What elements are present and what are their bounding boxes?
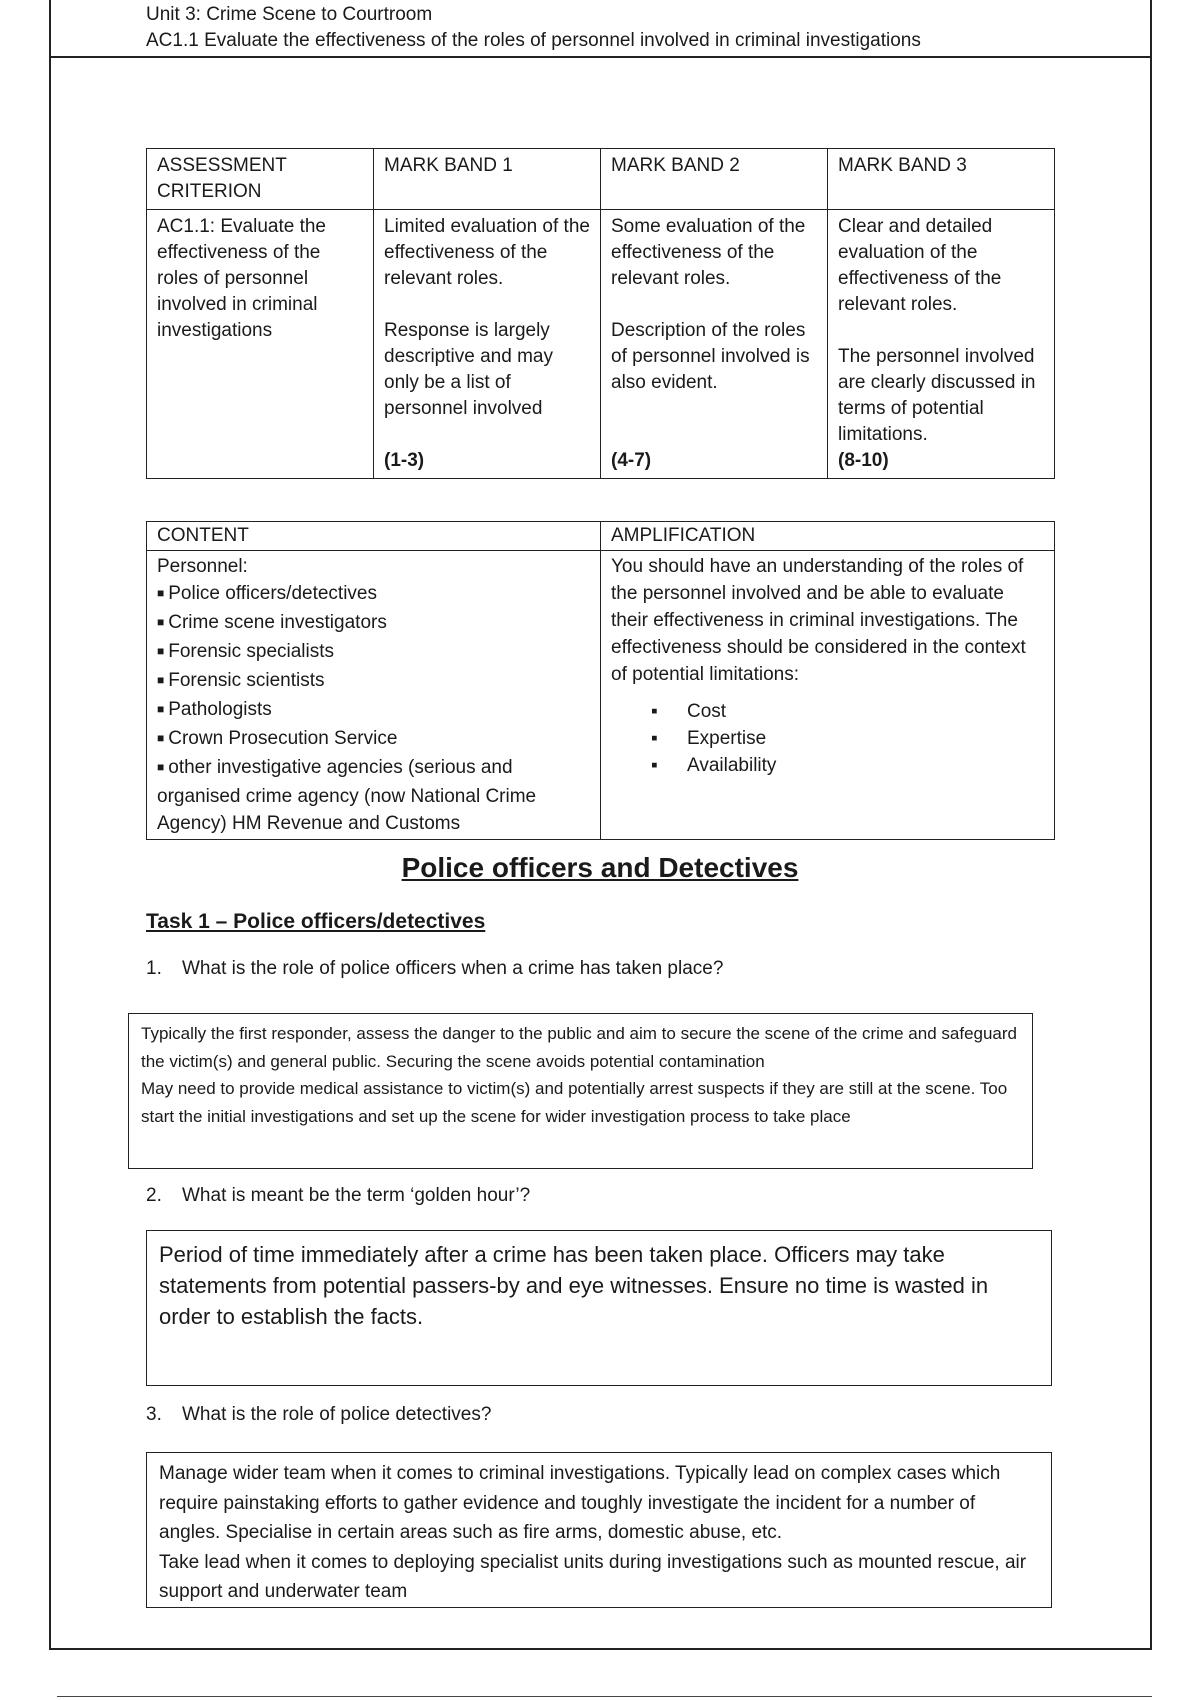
list-item: ▪ Cost — [651, 698, 1044, 725]
criterion-title: AC1.1 Evaluate the effectiveness of the roles of personnel involved in criminal investigations — [146, 30, 921, 51]
content-header-row — [147, 522, 1055, 551]
answer-box-1[interactable] — [128, 1013, 1033, 1169]
unit-title: Unit 3: Crime Scene to Courtroom — [146, 4, 433, 25]
answer-line: May need to provide medical assistance to victim(s) and potentially arrest suspects if they are still at the scene. Too start the initial investigations and set up the scene for wider investigation process to take place — [141, 1079, 1008, 1126]
answer-box-2[interactable] — [146, 1230, 1052, 1386]
band-1-description: Response is largely descriptive and may only be a list of personnel involved — [384, 320, 553, 419]
question-1 — [146, 958, 723, 980]
personnel-label: Personnel: — [157, 556, 248, 577]
header-divider — [49, 56, 1152, 58]
header-assessment-criterion: ASSESSMENT CRITERION — [147, 149, 374, 210]
list-item: ■ other investigative agencies (serious and organised crime agency (now National Crime Agency) HM Revenue and Customs — [157, 754, 590, 837]
criteria-body-row — [147, 210, 1055, 479]
band-1-evaluation: Limited evaluation of the effectiveness of the relevant roles. — [384, 216, 590, 289]
header-mark-band-2: MARK BAND 2 — [601, 149, 828, 210]
question-2 — [146, 1185, 530, 1207]
band-3-cell — [828, 210, 1055, 479]
band-1-marks: (1-3) — [384, 450, 425, 471]
criteria-header-row — [147, 149, 1055, 210]
band-3-evaluation: Clear and detailed evaluation of the effectiveness of the relevant roles. — [838, 216, 1002, 315]
assessment-criteria-table — [146, 148, 1055, 479]
band-1-cell — [374, 210, 601, 479]
question-text: What is the role of police detectives? — [182, 1404, 492, 1425]
footer-divider — [57, 1696, 1152, 1697]
personnel-list — [157, 580, 590, 837]
answer-line: Period of time immediately after a crime has been taken place. Officers may take statements from potential passers-by and eye witnesses. Ensure no time is wasted in order to establish the facts. — [159, 1242, 989, 1329]
limitations-list — [611, 698, 1044, 779]
content-amplification-table — [146, 521, 1055, 840]
list-item: ■ Crime scene investigators — [157, 609, 590, 638]
list-item: ■ Forensic scientists — [157, 667, 590, 696]
question-3 — [146, 1404, 491, 1426]
criterion-text: AC1.1: Evaluate the effectiveness of the roles of personnel involved in criminal investigations — [157, 216, 326, 341]
list-item: ■ Crown Prosecution Service — [157, 725, 590, 754]
question-number: 1. — [146, 958, 162, 979]
band-3-marks: (8-10) — [838, 450, 889, 471]
header-mark-band-3: MARK BAND 3 — [828, 149, 1055, 210]
list-item: ■ Pathologists — [157, 696, 590, 725]
answer-line: Typically the first responder, assess the danger to the public and aim to secure the scene of the crime and safeguard the victim(s) and general public. Securing the scene avoids potential contamination — [141, 1024, 1017, 1071]
question-number: 3. — [146, 1404, 162, 1425]
question-text: What is the role of police officers when a crime has taken place? — [182, 958, 724, 979]
section-title: Police officers and Detectives — [401, 852, 799, 883]
header-content: CONTENT — [147, 522, 601, 551]
list-item: ▪ Availability — [651, 752, 1044, 779]
content-body-row — [147, 551, 1055, 840]
personnel-cell — [147, 551, 601, 840]
answer-line: Manage wider team when it comes to criminal investigations. Typically lead on complex cases which require painstaking efforts to gather evidence and toughly investigate the incident for a number of angles. Specialise in certain areas such as fire arms, domestic abuse, etc. — [159, 1463, 1001, 1543]
amplification-text: You should have an understanding of the roles of the personnel involved and be able to evaluate their effectiveness in criminal investigations. The effectiveness should be considered in the context of potential limitations: — [611, 556, 1026, 685]
answer-box-3[interactable] — [146, 1452, 1052, 1608]
header-amplification: AMPLIFICATION — [601, 522, 1055, 551]
question-text: What is meant be the term ‘golden hour’? — [182, 1185, 531, 1206]
band-2-evaluation: Some evaluation of the effectiveness of the relevant roles. — [611, 216, 806, 289]
band-2-marks: (4-7) — [611, 450, 652, 471]
amplification-cell — [601, 551, 1055, 840]
list-item: ▪ Expertise — [651, 725, 1044, 752]
band-2-cell — [601, 210, 828, 479]
answer-line: Take lead when it comes to deploying specialist units during investigations such as mounted rescue, air support and underwater team — [159, 1551, 1027, 1602]
list-item: ■ Police officers/detectives — [157, 580, 590, 609]
list-item: ■ Forensic specialists — [157, 638, 590, 667]
band-3-description: The personnel involved are clearly discussed in terms of potential limitations. — [838, 346, 1036, 445]
task-title: Task 1 – Police officers/detectives — [146, 910, 486, 933]
band-2-description: Description of the roles of personnel involved is also evident. — [611, 320, 810, 393]
header-mark-band-1: MARK BAND 1 — [374, 149, 601, 210]
criterion-cell — [147, 210, 374, 479]
question-number: 2. — [146, 1185, 162, 1206]
